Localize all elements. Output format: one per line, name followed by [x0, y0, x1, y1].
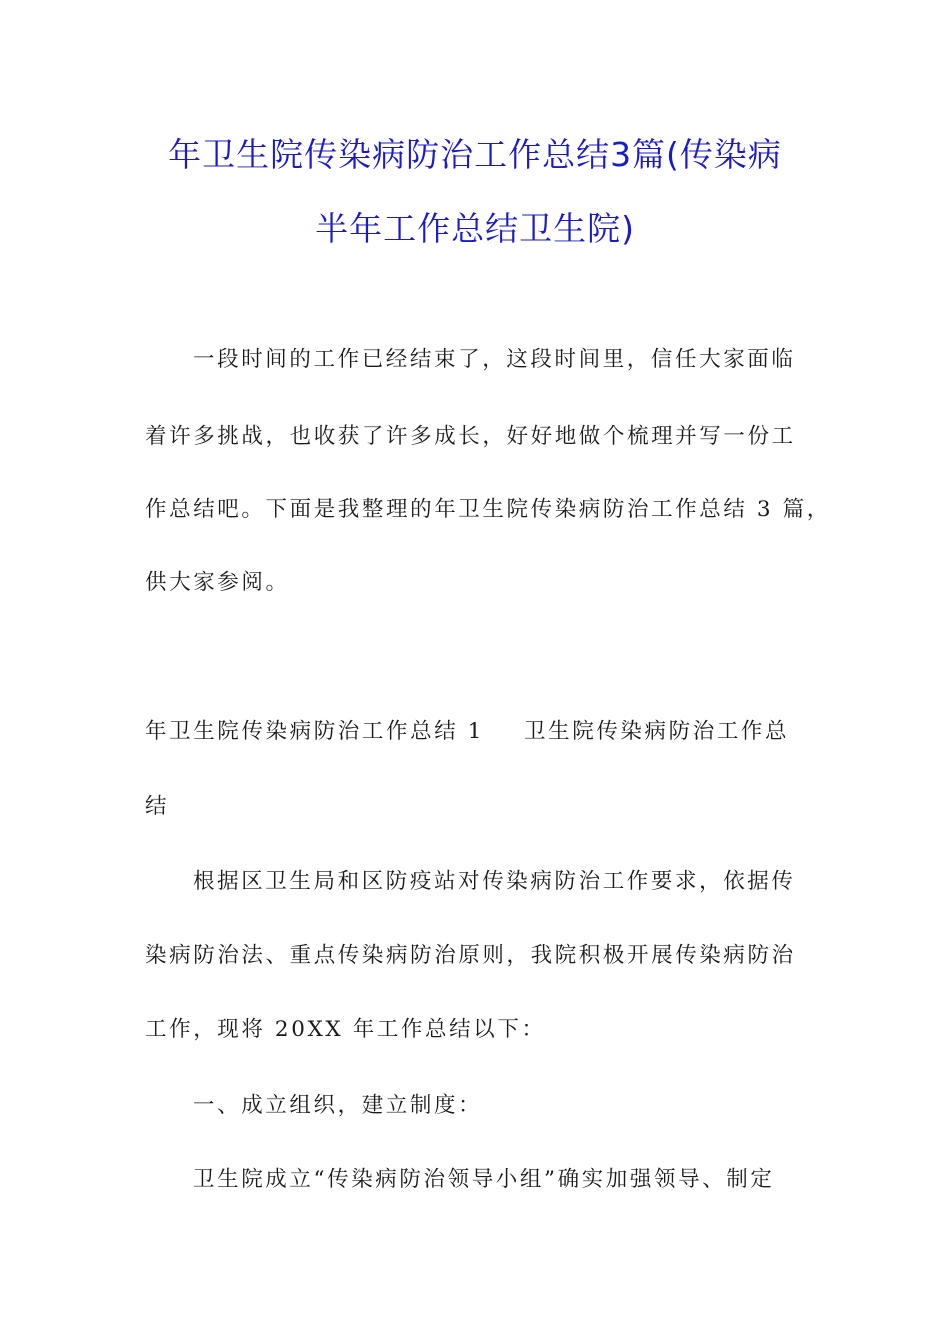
intro-paragraph-line: 作总结吧。下面是我整理的年卫生院传染病防治工作总结 3 篇，: [145, 497, 831, 522]
section-heading-continuation: 结: [145, 794, 170, 819]
section-heading-title: 年卫生院传染病防治工作总结 1: [145, 719, 485, 744]
document-title-line-1: 年卫生院传染病防治工作总结3篇(传染病: [168, 135, 782, 174]
intro-paragraph-line: 供大家参阅。: [145, 570, 290, 595]
document-title-line-2: 半年工作总结卫生院): [315, 209, 635, 248]
body-paragraph-line: 卫生院成立“传染病防治领导小组”确实加强领导、制定: [193, 1167, 775, 1192]
body-paragraph-line: 染病防治法、重点传染病防治原则，我院积极开展传染病防治: [145, 943, 796, 968]
intro-paragraph-line: 一段时间的工作已经结束了，这段时间里，信任大家面临: [193, 347, 796, 372]
body-paragraph-line: 根据区卫生局和区防疫站对传染病防治工作要求，依据传: [193, 869, 796, 894]
section-heading: [145, 718, 789, 746]
section-heading-subtitle: 卫生院传染病防治工作总: [524, 719, 790, 744]
intro-paragraph-line: 着许多挑战，也收获了许多成长，好好地做个梳理并写一份工: [145, 424, 796, 449]
body-paragraph-line: 工作，现将 20XX 年工作总结以下：: [145, 1017, 546, 1042]
body-subheading: 一、成立组织，建立制度：: [193, 1093, 483, 1118]
